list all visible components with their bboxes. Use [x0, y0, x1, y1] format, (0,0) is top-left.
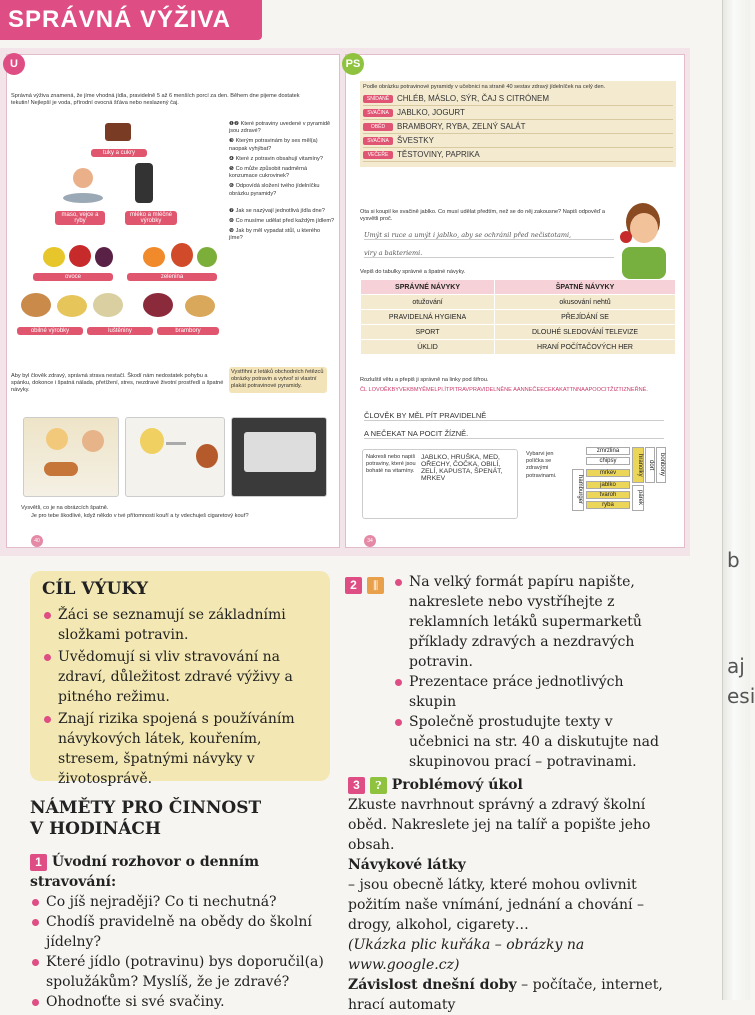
habits-header: ŠPATNÉ NÁVYKY	[495, 280, 676, 295]
grid-cell: párek	[632, 485, 644, 511]
learning-goals-title: CÍL VÝUKY	[42, 579, 148, 599]
activity-item: Co jíš nejraději? Co ti nechutná?	[30, 892, 330, 912]
habits-cell: SPORT	[361, 325, 495, 340]
task-3-section	[348, 775, 684, 1015]
task-title: Problémový úkol	[391, 777, 523, 793]
habits-row	[361, 310, 676, 325]
note-text: Aby byl člověk zdravý, správná strava nestačí. Škodí nám nedostatek pohybu a spánku, dokonce i špatná nálada, přetížení, stres, nezdravé životní prostředí a špatné návyky.	[11, 373, 224, 394]
exercise-2-answer: viry a bakteriemi.	[364, 249, 614, 258]
task-number: 3	[348, 777, 365, 794]
grid-cell: ryba	[586, 501, 630, 509]
task-item: Na velký formát papíru napište, nakreslete nebo vystříhejte z reklamních letáků supermarketů příklady zdravých a nezdravých potravin.	[393, 572, 675, 672]
question: ❸ Kterým potravinám by ses měl(a) naopak vyhýbat?	[229, 138, 318, 152]
edge-letter: esi	[727, 684, 755, 708]
exercise-6-prompt: Vybarvi jen políčka se zdravými potravinami.	[526, 451, 557, 479]
lemon-icon	[43, 247, 65, 267]
habits-row	[361, 340, 676, 355]
smoker-face-icon	[140, 428, 164, 454]
child-face-icon	[46, 428, 68, 450]
activities-section	[30, 798, 330, 1012]
child-face-icon	[196, 444, 218, 468]
habits-cell: otužování	[361, 295, 495, 310]
meal-answer: JABLKO, JOGURT	[397, 108, 465, 118]
habits-cell: HRANÍ POČÍTAČOVÝCH HER	[495, 340, 676, 355]
group-work-icon: ⫼	[367, 577, 384, 594]
goal-item: Uvědomují si vliv stravování na zdraví, důležitost zdravé výživy a pitného režimu.	[42, 647, 318, 707]
habits-cell: PRAVIDELNÁ HYGIENA	[361, 310, 495, 325]
question: ❶❷ Které potraviny uvedené v pyramidě jsou zdravé?	[229, 121, 331, 135]
page-number: 34	[364, 535, 376, 547]
grid-cell: tvaroh	[586, 491, 630, 499]
habits-cell: PŘEJÍDÁNÍ SE	[495, 310, 676, 325]
pyramid-questions	[229, 121, 335, 243]
question: ❼ Jak se nazývají jednotlivá jídla dne?	[229, 207, 325, 214]
pyramid-potato-label: brambory	[157, 327, 219, 335]
grid-cell: hranolky	[632, 447, 644, 483]
grid-cell: dort	[645, 447, 655, 483]
problem-task-icon: ?	[370, 777, 387, 794]
exercise-2-prompt: Ota si koupil ke svačině jablko. Co musí udělat předtím, než se do něj zakousne? Napiš odpověď a vysvětli proč.	[360, 209, 606, 223]
exercise-3-prompt: Vepiš do tabulky správné a špatné návyky.	[360, 269, 466, 275]
meal-tag: VEČEŘE	[363, 151, 393, 159]
beans-icon	[143, 293, 173, 317]
meal-answer: TĚSTOVINY, PAPRIKA	[397, 150, 480, 160]
task-item: Prezentace práce jednotlivých skupin	[393, 672, 675, 712]
task-2-section	[345, 572, 675, 772]
exercise-5-box	[362, 449, 518, 519]
learning-goals-box	[30, 571, 330, 787]
exercise-5-answer: JABLKO, HRUŠKA, MED, OŘECHY, ČOČKA, OBILÍ, ZELÍ, KAPUSTA, ŠPENÁT, MRKEV	[421, 454, 503, 482]
task-text: Zkuste navrhnout správný a zdravý školní oběd. Nakreslete jej na talíř a popište jeho obsah.	[348, 797, 651, 853]
task-subtitle: Závislost dnešní doby	[348, 977, 517, 993]
habits-cell: okusování nehtů	[495, 295, 676, 310]
meal-tag: SVAČINA	[363, 109, 393, 117]
pasta-icon	[57, 295, 87, 317]
page-badge-ps: PS	[342, 53, 364, 75]
meal-row	[363, 108, 673, 120]
pyramid-grain-label: obilné výrobky	[17, 327, 83, 335]
habits-table	[360, 279, 676, 355]
meal-answer: BRAMBORY, RYBA, ZELNÝ SALÁT	[397, 122, 526, 132]
task-number: 2	[345, 577, 362, 594]
workbook-page-right	[345, 54, 685, 548]
slot-reels-icon	[244, 432, 316, 472]
apple-icon	[69, 245, 91, 267]
bread-icon	[21, 293, 51, 317]
question: ❻ Odpovídá složení tvého jídelníčku obrázku pyramidy?	[229, 183, 320, 197]
boy-eating-apple-illustration	[614, 203, 670, 281]
tomato-icon	[171, 243, 193, 267]
meal-row	[363, 122, 673, 134]
activities-title: V HODINÁCH	[30, 819, 161, 839]
adjacent-page-edge	[722, 0, 755, 1000]
task-item: Společně prostudujte texty v učebnici na str. 40 a diskutujte nad skupinovou prací – potravinami.	[393, 712, 675, 772]
meal-answer: ŠVESTKY	[397, 136, 434, 146]
activity-subtitle: Úvodní rozhovor o denním stravování:	[30, 854, 260, 890]
grid-cell: bonbony	[656, 447, 666, 483]
pyramid-fruit-label: ovoce	[33, 273, 113, 281]
pyramid-legume-label: luštěniny	[87, 327, 153, 335]
apple-icon	[620, 231, 632, 243]
goal-item: Znají rizika spojená s používáním návykových látek, kouřením, stresem, špatnými návyky v životosprávě.	[42, 709, 318, 789]
meal-row	[363, 150, 673, 162]
meal-tag: SNÍDANĚ	[363, 95, 393, 103]
task-subtitle: Návykové látky	[348, 857, 466, 873]
exercise-4-prompt: Rozluštil větu a přepiš ji správně na linky pod šifrou.	[360, 377, 489, 383]
rice-icon	[93, 293, 123, 317]
cigarette-icon	[166, 442, 186, 445]
exercise-4-answer: ČLOVĚK BY MĚL PÍT PRAVIDELNĚ	[364, 411, 664, 421]
intro-text: Správná výživa znamená, že jíme vhodná jídla, pravidelně 5 až 6 menších porcí za den. Během dne pijeme dostatek tekutin! Nejlepší je voda, přírodní ovocná šťáva nebo neslazený čaj.	[11, 93, 300, 107]
grid-cell: hamburger	[572, 469, 584, 511]
task-text: – jsou obecně látky, které mohou ovlivnit požitím naše vnímání, jednání a chování – drogy, alkohol, cigarety…	[348, 877, 644, 933]
page-badge-u: U	[3, 53, 25, 75]
edge-letter: aj	[727, 654, 745, 678]
habits-row	[361, 325, 676, 340]
child-face-icon	[82, 430, 104, 452]
potato-icon	[185, 295, 215, 317]
exercise-5-prompt: Nakresli nebo napiš potraviny, které jsou bohaté na vitamíny.	[366, 454, 416, 475]
habits-row	[361, 295, 676, 310]
habits-cell: ÚKLID	[361, 340, 495, 355]
grid-cell: chipsy	[586, 457, 630, 465]
orange-icon	[143, 247, 165, 267]
pyramid-vegetable-label: zelenina	[127, 273, 217, 281]
cartoon-overeating	[23, 417, 119, 497]
habits-header-row	[361, 280, 676, 295]
activities-title: NÁMĚTY PRO ČINNOST	[30, 798, 262, 818]
food-pyramid	[13, 113, 223, 408]
activity-item: Chodíš pravidelně na obědy do školní jídelny?	[30, 912, 330, 952]
textbook-spread-preview	[0, 48, 690, 556]
exercise-4-answer: A NEČEKAT NA POCIT ŽÍZNĚ.	[364, 429, 664, 439]
activity-item: Které jídlo (potravinu) bys doporučil(a) spolužákům? Myslíš, že je zdravé?	[30, 952, 330, 992]
question: ❺ Co může způsobit nadměrná konzumace cukrovinek?	[229, 166, 308, 180]
habits-header: SPRÁVNÉ NÁVYKY	[361, 280, 495, 295]
section-banner: SPRÁVNÁ VÝŽIVA	[0, 0, 262, 40]
food-color-grid	[572, 447, 668, 521]
tip-box: Vystřihni z letáků obchodních řetězců obrázky potravin a vytvoř si vlastní plakát potravinové pyramidy.	[229, 367, 327, 393]
question: ❾ Jak by měl vypadat stůl, u kterého jíme?	[229, 228, 321, 242]
cipher-text: ČL LOVOĚKBYVEKBMYĚMELPI.ĪTPITRAVPRAVIDELNĚNE AANNEČEECEKAKATTNNAAPOOCITŽIZTIZNEŘNÉ.	[360, 387, 648, 393]
question: ❹ Které z potravin obsahují vitamíny?	[229, 155, 323, 162]
grid-cell: zmrzlina	[586, 447, 630, 455]
meal-row	[363, 94, 673, 106]
cabbage-icon	[197, 247, 217, 267]
activity-number: 1	[30, 854, 47, 871]
task-text: – počítače, internet, hrací automaty	[348, 977, 663, 1013]
exercise-1-prompt: Podle obrázku potravinové pyramidy v učebnici na straně 40 sestav zdravý jídelníček na celý den.	[363, 84, 606, 90]
cartoon-smoking	[125, 417, 225, 497]
habits-cell: DLOUHÉ SLEDOVÁNÍ TELEVIZE	[495, 325, 676, 340]
question: ❽ Co musíme udělat před každým jídlem?	[229, 218, 335, 225]
page-number: 40	[31, 535, 43, 547]
pyramid-top-label: tuky a cukry	[91, 149, 147, 157]
pyramid-dairy-label: mléko a mléčné výrobky	[125, 211, 177, 225]
goal-item: Žáci se seznamují se základními složkami potravin.	[42, 605, 318, 645]
textbook-page-left	[6, 54, 340, 548]
pyramid-meat-label: maso, vejce a ryby	[55, 211, 105, 225]
meal-tag: SVAČINA	[363, 137, 393, 145]
egg-icon	[73, 168, 93, 188]
activity-item: Ohodnoťte si své svačiny.	[30, 992, 330, 1012]
meal-answer: CHLÉB, MÁSLO, SÝR, ČAJ S CITRÓNEM	[397, 94, 550, 104]
exercise-2-answer: Umýt si ruce a umýt i jablko, aby se ochránil před nečistotami,	[364, 231, 614, 240]
bottom-question: Vysvětli, co je na obrázcích špatně.	[21, 505, 109, 511]
plum-icon	[95, 247, 113, 267]
burger-icon	[44, 462, 78, 476]
grid-cell: jablko	[586, 481, 630, 489]
bottom-question: Je pro tebe škodlivé, když někdo v tvé přítomnosti kouří a ty vdechuješ cigaretový kouř?	[31, 513, 249, 519]
cake-icon	[105, 123, 131, 141]
edge-letter: b	[727, 548, 740, 572]
milk-carton-icon	[135, 163, 153, 203]
task-note: (Ukázka plic kuřáka – obrázky na www.google.cz)	[348, 937, 585, 973]
fish-icon	[63, 193, 103, 203]
grid-cell: mrkev	[586, 469, 630, 477]
cartoon-slot-machine	[231, 417, 327, 497]
meal-row	[363, 136, 673, 148]
meal-tag: OBĚD	[363, 123, 393, 131]
